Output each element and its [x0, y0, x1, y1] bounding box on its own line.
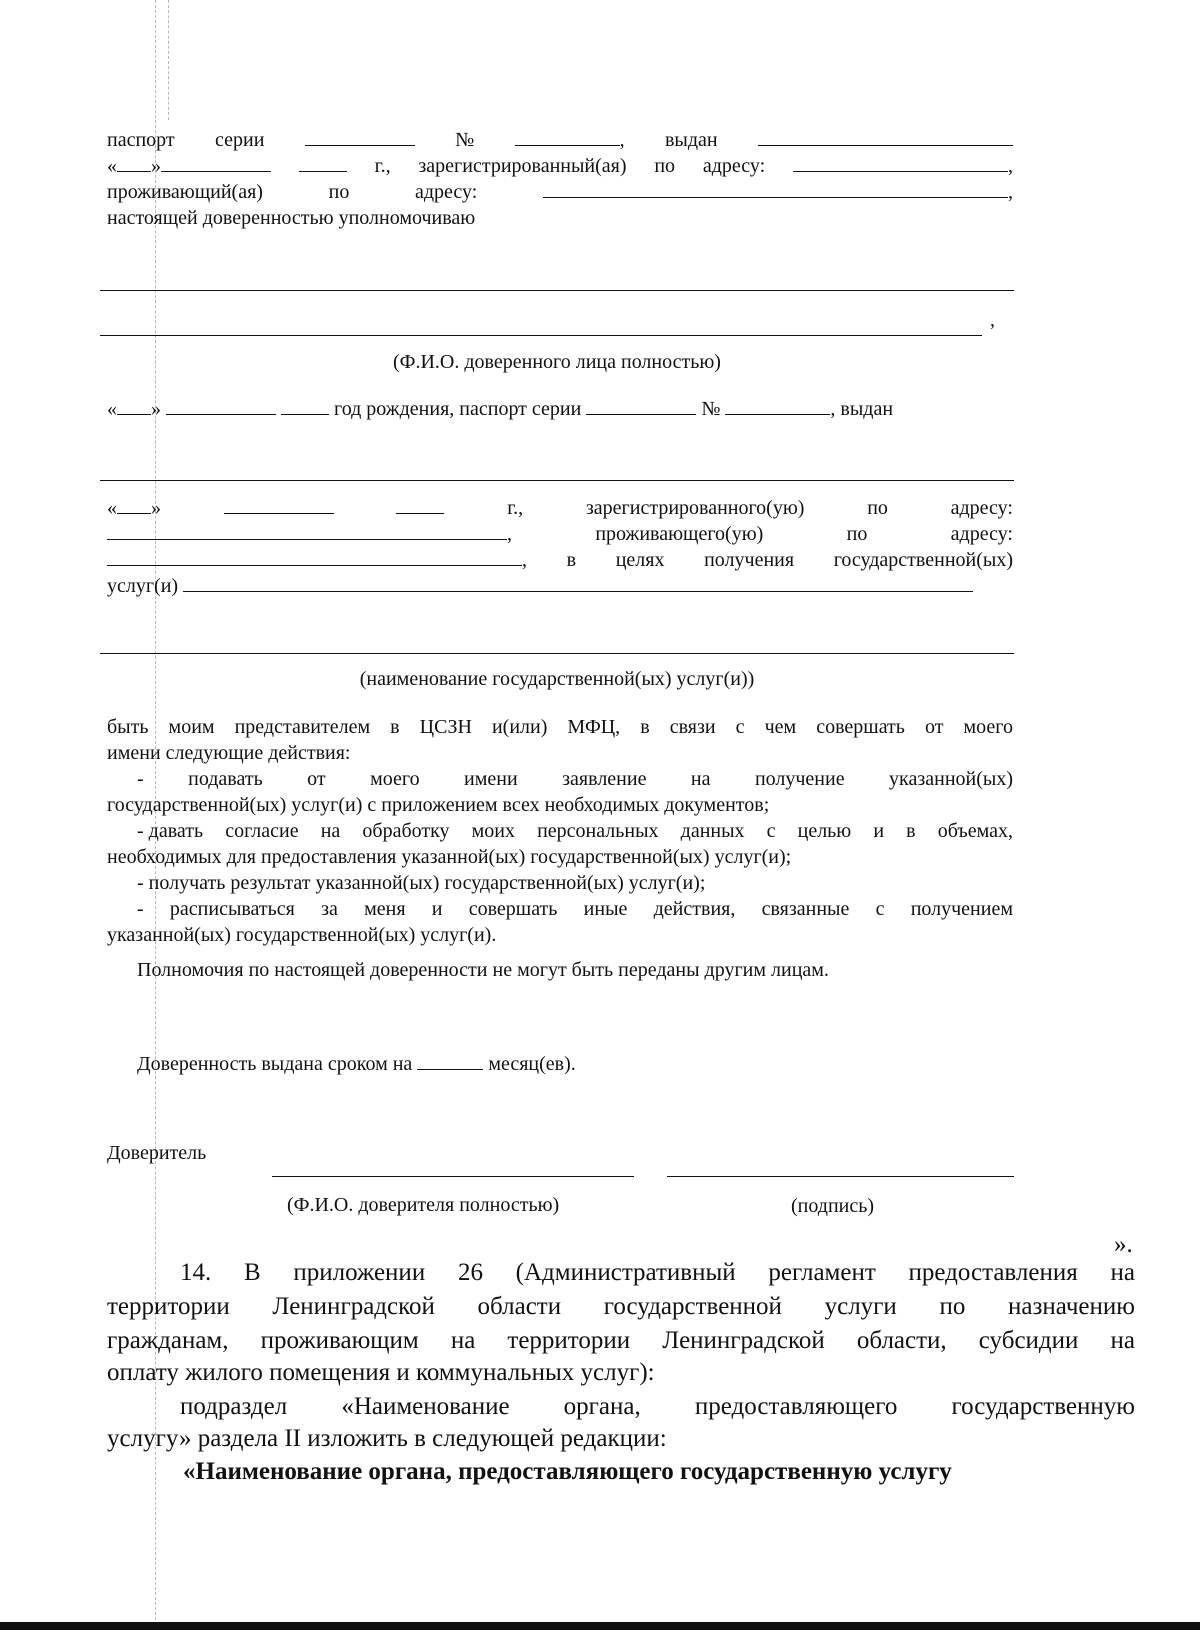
service-name-line[interactable]	[100, 653, 1014, 654]
services-line: услуг(и)	[107, 574, 973, 598]
residence-line: проживающий(ая) по адресу: ,	[107, 181, 1013, 203]
principal-signature-line[interactable]	[667, 1176, 1014, 1177]
caption-principal: (Ф.И.О. доверителя полностью)	[287, 1194, 560, 1216]
blank-year[interactable]	[299, 155, 347, 172]
caption-trustee: (Ф.И.О. доверенного лица полностью)	[393, 351, 721, 373]
trustee-residence-line: , проживающего(ую) по адресу:	[107, 522, 1013, 546]
body-item-1: - подавать от моего имени заявление на получение указанной(ых)	[137, 768, 1013, 790]
blank-birth-day[interactable]	[117, 398, 151, 415]
body-item-1-end: государственной(ых) услуг(и) с приложением всех необходимых документов;	[107, 794, 770, 816]
birth-line: « » год рождения, паспорт серии № , выдан	[107, 398, 894, 420]
blank-year-2[interactable]	[396, 497, 444, 514]
body-item-2-end: необходимых для предоставления указанной(ых) государственной(ых) услуг(и);	[107, 846, 792, 868]
blank-day-2[interactable]	[117, 497, 151, 514]
blank-services[interactable]	[183, 575, 973, 592]
blank-month-2[interactable]	[224, 497, 334, 514]
s14-heading: «Наименование органа, предоставляющего государственную услугу	[183, 1458, 952, 1485]
closing-quote: ».	[1114, 1231, 1133, 1258]
caption-signature: (подпись)	[791, 1195, 875, 1217]
s14-line-2: территории Ленинградской области государственной услуги по назначению	[107, 1293, 1135, 1320]
body-p1-end: имени следующие действия:	[107, 742, 351, 764]
body-item-4: - расписываться за меня и совершать иные действия, связанные с получением	[137, 898, 1013, 920]
body-item-2: - давать согласие на обработку моих персональных данных с целью и в объемах,	[137, 820, 1013, 842]
blank-trustee-res-address[interactable]	[107, 549, 522, 566]
blank-trustee-series[interactable]	[586, 398, 696, 415]
blank-res-address[interactable]	[543, 181, 1008, 198]
registration-line: « » г., зарегистрированный(ая) по адресу: ,	[107, 155, 1013, 177]
s14-line-1: 14. В приложении 26 (Административный регламент предоставления на	[180, 1259, 1135, 1286]
s14-line-3: гражданам, проживающим на территории Ленинградской области, субсидии на	[107, 1327, 1135, 1354]
blank-month[interactable]	[161, 155, 271, 172]
body-item-4-end: указанной(ых) государственной(ых) услуг(и).	[107, 924, 497, 946]
term-line: Доверенность выдана сроком на месяц(ев).	[137, 1053, 576, 1075]
s14-line-5: подраздел «Наименование органа, предоставляющего государственную	[180, 1393, 1135, 1420]
authorize-text: настоящей доверенностью уполномочиваю	[107, 207, 476, 229]
principal-name-line[interactable]	[272, 1176, 634, 1177]
blank-term-months[interactable]	[417, 1053, 483, 1070]
s14-line-4: оплату жилого помещения и коммунальных услуг):	[107, 1359, 655, 1386]
blank-birth-month[interactable]	[166, 398, 276, 415]
trustee-name-line-1[interactable]	[100, 290, 1014, 291]
trustee-comma: ,	[990, 309, 995, 331]
body-item-3: - получать результат указанной(ых) государственной(ых) услуг(и);	[137, 872, 706, 894]
caption-service: (наименование государственной(ых) услуг(и))	[359, 668, 755, 690]
blank-number[interactable]	[515, 129, 620, 146]
s14-line-6: услугу» раздела II изложить в следующей редакции:	[107, 1425, 667, 1452]
blank-series[interactable]	[305, 129, 415, 146]
scan-fold-line	[168, 0, 169, 120]
blank-issued-by[interactable]	[758, 129, 1013, 146]
blank-day[interactable]	[117, 155, 151, 172]
blank-trustee-number[interactable]	[725, 398, 830, 415]
blank-trustee-reg-address[interactable]	[107, 523, 507, 540]
trustee-name-line-2[interactable]	[100, 335, 982, 336]
body-powers: Полномочия по настоящей доверенности не могут быть переданы другим лицам.	[137, 959, 829, 981]
scan-bottom-edge	[0, 1622, 1200, 1630]
blank-reg-address[interactable]	[793, 155, 1008, 172]
passport-line: паспорт серии № , выдан	[107, 128, 1013, 152]
blank-birth-year[interactable]	[281, 398, 329, 415]
trustee-registration-line: « » г., зарегистрированного(ую) по адресу:	[107, 497, 1013, 519]
purpose-line: , в целях получения государственной(ых)	[107, 548, 1013, 572]
body-p1: быть моим представителем в ЦСЗН и(или) МФЦ, в связи с чем совершать от моего	[107, 716, 1013, 738]
trustee-issued-by-line[interactable]	[100, 480, 1014, 481]
principal-label: Доверитель	[107, 1142, 207, 1164]
